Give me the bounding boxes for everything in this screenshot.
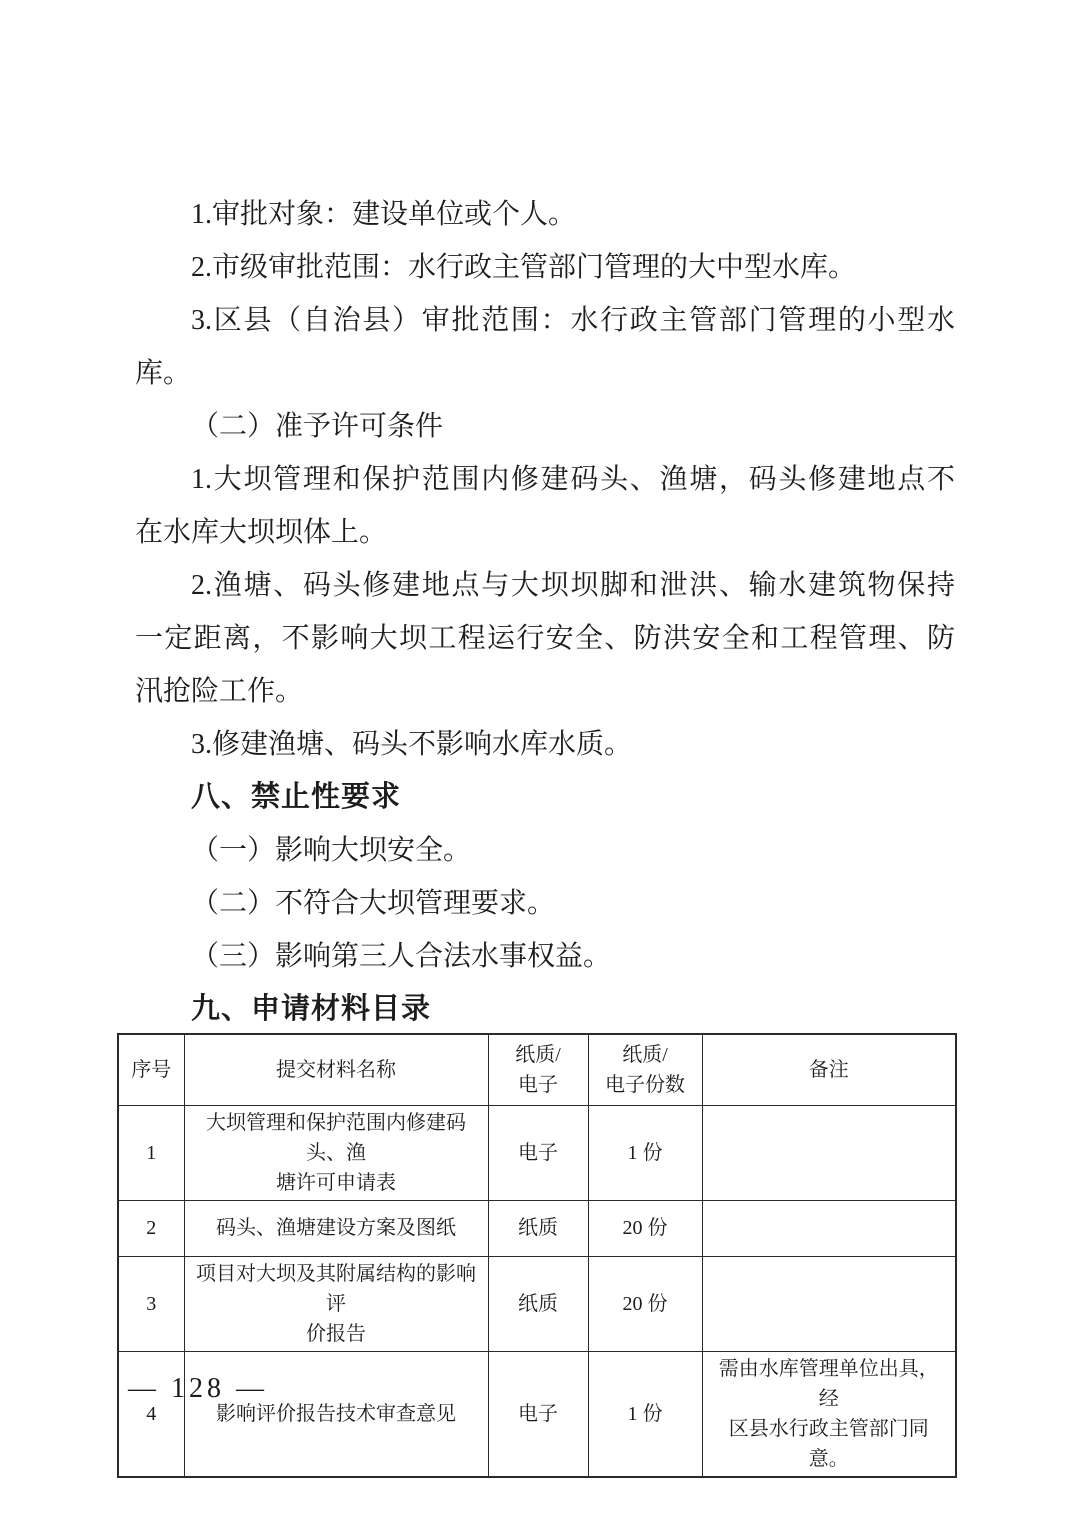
cell-note — [702, 1105, 956, 1200]
cell-medium: 纸质 — [488, 1256, 588, 1351]
cell-note — [702, 1256, 956, 1351]
col-header-copies: 纸质/ 电子份数 — [588, 1034, 702, 1105]
para-line: 汛抢险工作。 — [135, 676, 304, 707]
cell-name: 码头、渔塘建设方案及图纸 — [184, 1200, 488, 1256]
cell-index: 3 — [118, 1256, 184, 1351]
page-number: — 128 — — [128, 1373, 268, 1404]
col-header-medium: 纸质/ 电子 — [488, 1034, 588, 1105]
table-row — [118, 1200, 956, 1256]
cell-medium: 电子 — [488, 1105, 588, 1200]
col-header-note: 备注 — [702, 1034, 956, 1105]
table-row — [118, 1256, 956, 1351]
para-line: （三）影响第三人合法水事权益。 — [191, 941, 612, 972]
cell-name: 影响评价报告技术审查意见 — [184, 1351, 488, 1477]
cell-index: 2 — [118, 1200, 184, 1256]
cell-note: 需由水库管理单位出具，经 区县水行政主管部门同意。 — [702, 1351, 956, 1477]
para-line: 库。 — [135, 358, 192, 389]
para-line: 2.渔塘、码头修建地点与大坝坝脚和泄洪、输水建筑物保持 — [191, 570, 955, 601]
cell-copies: 20 份 — [588, 1200, 702, 1256]
cell-medium: 电子 — [488, 1351, 588, 1477]
para-line: 3.修建渔塘、码头不影响水库水质。 — [191, 729, 633, 760]
cell-index: 1 — [118, 1105, 184, 1200]
col-header-index: 序号 — [118, 1034, 184, 1105]
para-line: 3.区县（自治县）审批范围：水行政主管部门管理的小型水 — [191, 305, 955, 336]
document-body — [135, 188, 955, 1036]
para-line: （一）影响大坝安全。 — [191, 835, 472, 866]
table-header-row — [118, 1034, 956, 1105]
para-line: 1.审批对象：建设单位或个人。 — [191, 199, 577, 230]
cell-index: 4 — [118, 1351, 184, 1477]
cell-copies: 1 份 — [588, 1105, 702, 1200]
section-heading-prohibitions: 八、禁止性要求 — [191, 781, 402, 813]
cell-note — [702, 1200, 956, 1256]
col-header-name: 提交材料名称 — [184, 1034, 488, 1105]
cell-name: 项目对大坝及其附属结构的影响评 价报告 — [184, 1256, 488, 1351]
para-line: （二）不符合大坝管理要求。 — [191, 888, 556, 919]
section-heading-materials: 九、申请材料目录 — [191, 993, 432, 1025]
para-line: （二）准予许可条件 — [191, 411, 444, 442]
para-line: 一定距离，不影响大坝工程运行安全、防洪安全和工程管理、防 — [135, 623, 955, 654]
cell-copies: 1 份 — [588, 1351, 702, 1477]
cell-copies: 20 份 — [588, 1256, 702, 1351]
cell-name: 大坝管理和保护范围内修建码头、渔 塘许可申请表 — [184, 1105, 488, 1200]
para-line: 2.市级审批范围：水行政主管部门管理的大中型水库。 — [191, 252, 857, 283]
para-line: 1.大坝管理和保护范围内修建码头、渔塘，码头修建地点不 — [191, 464, 955, 495]
application-materials-table — [117, 1033, 957, 1478]
para-line: 在水库大坝坝体上。 — [135, 517, 388, 548]
cell-medium: 纸质 — [488, 1200, 588, 1256]
table-row — [118, 1105, 956, 1200]
